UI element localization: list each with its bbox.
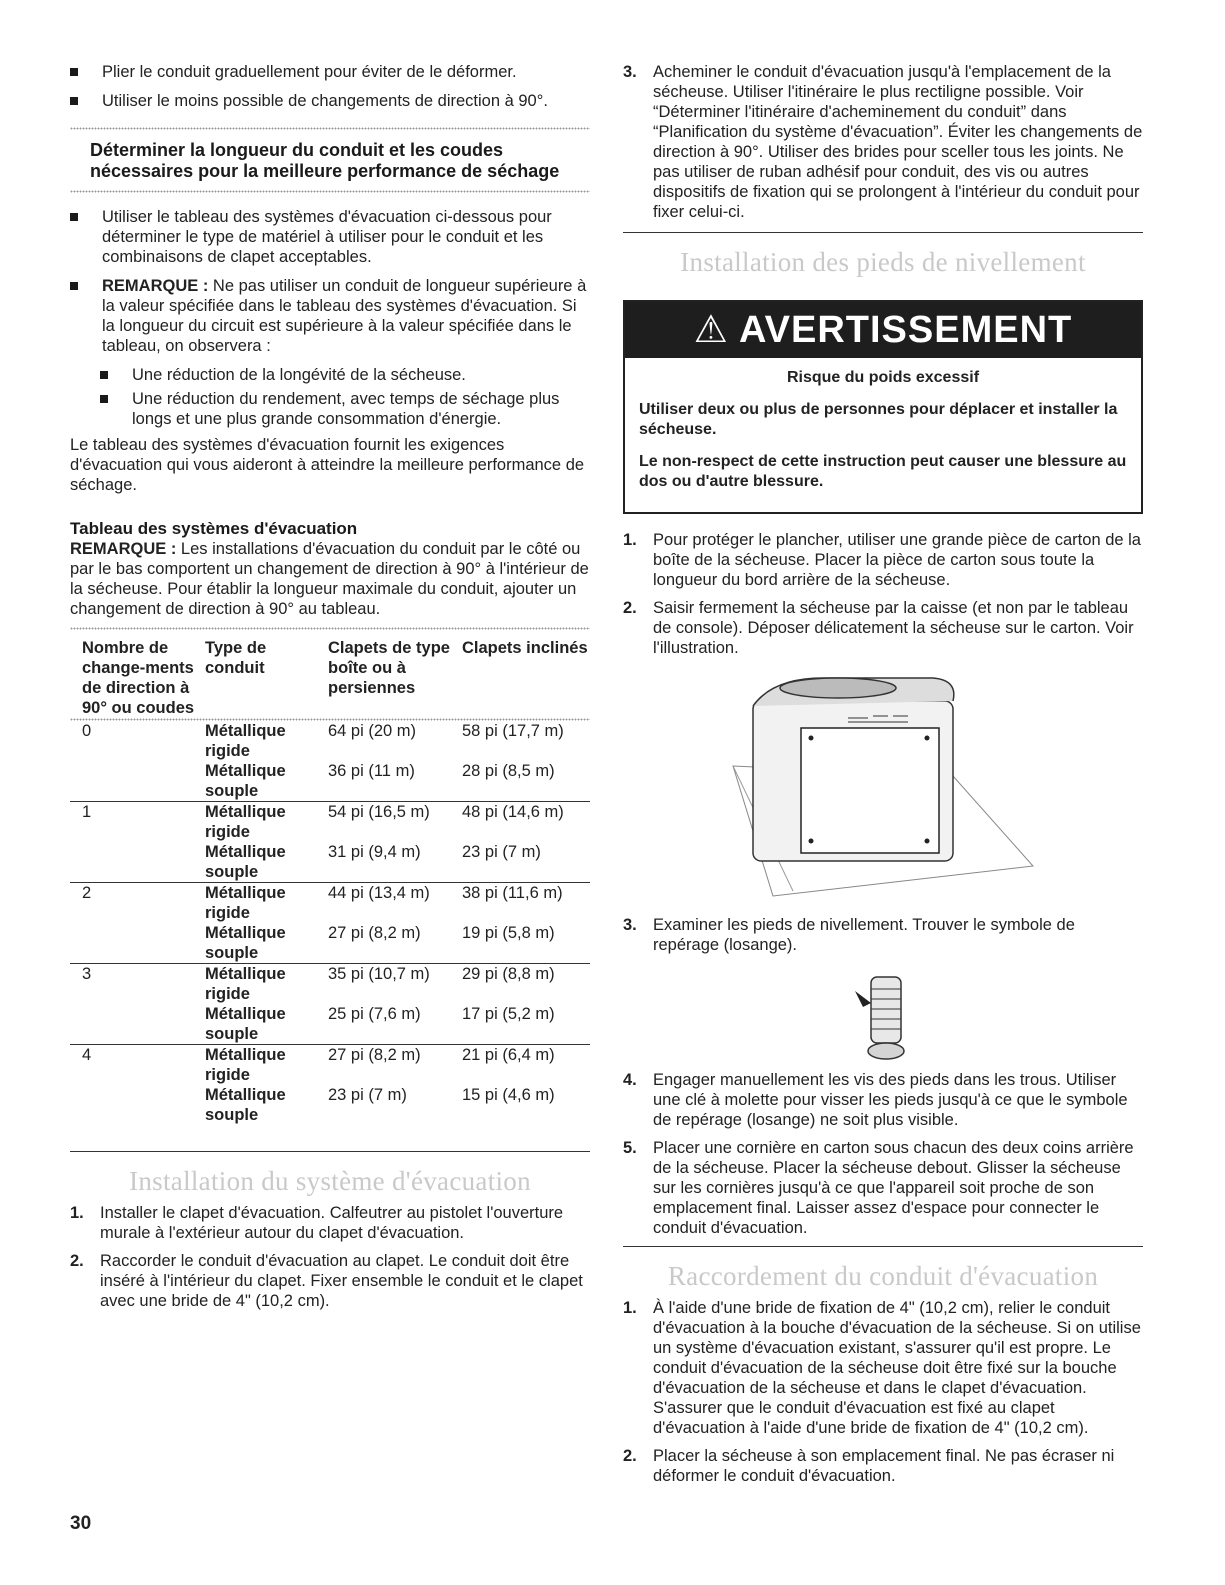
table-row: [70, 883, 590, 964]
table-heading: Tableau des systèmes d'évacuation: [70, 519, 358, 538]
bullet-item: Plier le conduit graduellement pour éviter de le déformer.: [70, 62, 590, 82]
leveling-steps-b: [623, 915, 1143, 955]
section-heading-leveling-legs: Installation des pieds de nivellement: [680, 247, 1086, 277]
header-duct-type: Type de conduit: [205, 639, 267, 677]
leveling-steps-c: [623, 1070, 1143, 1238]
dryer-on-cardboard-illustration: [623, 666, 1143, 906]
exhaust-table: [70, 638, 590, 718]
step-item: 2. Placer la sécheuse à son emplacement final. Ne pas écraser ni déformer le conduit d'évacuation.: [623, 1447, 1115, 1485]
subheading: Déterminer la longueur du conduit et les coudes nécessaires pour la meilleure performance de séchage: [90, 140, 560, 181]
sub-bullet-item: Une réduction du rendement, avec temps de séchage plus longs et une plus grande consommation d'énergie.: [70, 389, 590, 429]
angled-hood-cell: 29 pi (8,8 m) 17 pi (5,2 m): [462, 964, 590, 1045]
warning-banner: [625, 302, 1141, 358]
angled-hood-cell: 21 pi (6,4 m) 15 pi (4,6 m): [462, 1045, 590, 1152]
dotted-divider: [70, 627, 590, 630]
duct-type-cell: Métallique rigide Métallique souple: [205, 1045, 328, 1152]
warning-risk: Risque du poids excessif: [786, 369, 980, 386]
remark-bullet: [70, 276, 590, 356]
mid-bullets: [70, 207, 590, 356]
box-hood-cell: 54 pi (16,5 m) 31 pi (9,4 m): [328, 802, 462, 883]
sub-bullet-item: Une réduction de la longévité de la sécheuse.: [70, 365, 590, 385]
exhaust-table-body: [70, 721, 590, 1152]
table-header-row: [70, 638, 590, 718]
step-item: 3. Acheminer le conduit d'évacuation jusqu'à l'emplacement de la sécheuse. Utiliser l'itinéraire le plus rectiligne possible. Voir “Déterminer l'itinéraire d'acheminement du conduit” dans “Planification du système d'évacuation”. Éviter les changements de direction à 90°. Utiliser des brides pour sceller tous les joints. Ne pas utiliser de ruban adhésif pour conduit, des vis ou autres dispositifs de fixation qui se prolongent à l'intérieur du conduit pour fixer celui-ci.: [623, 63, 1143, 221]
table-row: [70, 1045, 590, 1152]
paragraph: Le tableau des systèmes d'évacuation fournit les exigences d'évacuation qui vous aideront à atteindre la meilleure performance de séchage.: [70, 436, 585, 494]
angled-hood-cell: 48 pi (14,6 m) 23 pi (7 m): [462, 802, 590, 883]
section-heading-exhaust-connect: Raccordement du conduit d'évacuation: [667, 1261, 1099, 1291]
header-bends: Nombre de change-ments de direction à 90° ou coudes: [82, 639, 195, 717]
duct-type-cell: Métallique rigide Métallique souple: [205, 721, 328, 802]
remark-label: REMARQUE :: [102, 277, 209, 295]
warning-box: [623, 300, 1143, 514]
top-bullets: [70, 62, 590, 111]
bends-cell: 3: [70, 964, 205, 1045]
warning-line-2: Le non-respect de cette instruction peut causer une blessure au dos ou d'autre blessure.: [639, 453, 1127, 490]
leveling-leg-icon: [623, 963, 1143, 1063]
header-box-hood: Clapets de type boîte ou à persiennes: [328, 639, 450, 697]
bullet-item: Utiliser le tableau des systèmes d'évacuation ci-dessous pour déterminer le type de matériel à utiliser pour le conduit et les combinaisons de clapet acceptables.: [70, 207, 590, 267]
route-step: [623, 62, 1143, 222]
table-remark-label: REMARQUE :: [70, 540, 177, 558]
box-hood-cell: 35 pi (10,7 m) 25 pi (7,6 m): [328, 964, 462, 1045]
step-item: 1. Pour protéger le plancher, utiliser une grande pièce de carton de la boîte de la sécheuse. Placer la pièce de carton sous toute la longueur du bord arrière de la sécheuse.: [623, 531, 1141, 589]
sub-bullets: [70, 365, 590, 429]
dotted-divider: [70, 127, 590, 130]
dotted-divider: [70, 190, 590, 193]
table-remark: [70, 539, 590, 619]
section-heading-exhaust-install: Installation du système d'évacuation: [129, 1166, 531, 1196]
section-rule: [623, 232, 1143, 233]
bends-cell: 4: [70, 1045, 205, 1152]
box-hood-cell: 64 pi (20 m) 36 pi (11 m): [328, 721, 462, 802]
left-column: [70, 62, 590, 1319]
step-item: 2. Raccorder le conduit d'évacuation au clapet. Le conduit doit être inséré à l'intérieur du clapet. Fixer ensemble le conduit et le clapet avec une bride de 4" (10,2 cm).: [70, 1252, 583, 1310]
bends-cell: 1: [70, 802, 205, 883]
section-rule: [623, 1246, 1143, 1247]
step-item: 4. Engager manuellement les vis des pieds dans les trous. Utiliser une clé à molette pour visser les pieds jusqu'à ce que le symbole de repérage (losange) ne soit plus visible.: [623, 1071, 1128, 1129]
table-row: [70, 802, 590, 883]
duct-type-cell: Métallique rigide Métallique souple: [205, 964, 328, 1045]
page-number: 30: [70, 1513, 92, 1534]
angled-hood-cell: 58 pi (17,7 m) 28 pi (8,5 m): [462, 721, 590, 802]
box-hood-cell: 27 pi (8,2 m) 23 pi (7 m): [328, 1045, 462, 1152]
step-item: 5. Placer une cornière en carton sous chacun des deux coins arrière de la sécheuse. Placer la sécheuse debout. Glisser la sécheuse sur les cornières jusqu'à ce que l'appareil soit proche de son emplacement final. Laisser assez d'espace pour connecter le conduit d'évacuation.: [623, 1139, 1134, 1237]
table-row: [70, 964, 590, 1045]
bullet-item: Utiliser le moins possible de changements de direction à 90°.: [70, 91, 590, 111]
box-hood-cell: 44 pi (13,4 m) 27 pi (8,2 m): [328, 883, 462, 964]
duct-type-cell: Métallique rigide Métallique souple: [205, 802, 328, 883]
table-row: [70, 721, 590, 802]
remark-text: Ne pas utiliser un conduit de longueur supérieure à la valeur spécifiée dans le tableau des systèmes d'évacuation. Si la longueur du circuit est supérieure à la valeur spécifiée dans le tableau, on observera :: [102, 277, 587, 355]
warning-triangle-icon: ⚠: [693, 309, 729, 351]
step-item: 3. Examiner les pieds de nivellement. Trouver le symbole de repérage (losange).: [623, 916, 1075, 954]
bends-cell: 0: [70, 721, 205, 802]
connect-steps: [623, 1298, 1143, 1486]
install-steps: [70, 1203, 590, 1311]
header-angled-hood: Clapets inclinés: [462, 639, 588, 657]
bends-cell: 2: [70, 883, 205, 964]
angled-hood-cell: 38 pi (11,6 m) 19 pi (5,8 m): [462, 883, 590, 964]
step-item: 1. Installer le clapet d'évacuation. Calfeutrer au pistolet l'ouverture murale à l'extérieur autour du clapet d'évacuation.: [70, 1204, 564, 1242]
duct-type-cell: Métallique rigide Métallique souple: [205, 883, 328, 964]
leveling-steps-a: [623, 530, 1143, 658]
right-column: [623, 62, 1143, 1494]
warning-title: AVERTISSEMENT: [739, 309, 1073, 351]
warning-body: [625, 358, 1141, 512]
warning-line-1: Utiliser deux ou plus de personnes pour déplacer et installer la sécheuse.: [639, 401, 1118, 438]
table-remark-text: Les installations d'évacuation du conduit par le côté ou par le bas comportent un changement de direction à 90° à l'intérieur de la sécheuse. Pour établir la longueur maximale du conduit, ajouter un changement de direction à 90° au tableau.: [70, 540, 589, 618]
step-item: 1. À l'aide d'une bride de fixation de 4" (10,2 cm), relier le conduit d'évacuation à la bouche d'évacuation de la sécheuse. Si on utilise un système d'évacuation existant, s'assurer qu'il est propre. Le conduit d'évacuation de la sécheuse doit être fixé sur la bouche d'évacuation de la sécheuse et dans le clapet d'évacuation. S'assurer que le conduit d'évacuation est fixé au clapet d'évacuation à l'aide d'une bride de fixation de 4" (10,2 cm).: [623, 1299, 1141, 1437]
step-item: 2. Saisir fermement la sécheuse par la caisse (et non par le tableau de console). Déposer délicatement la sécheuse sur le carton. Voir l'illustration.: [623, 599, 1134, 657]
